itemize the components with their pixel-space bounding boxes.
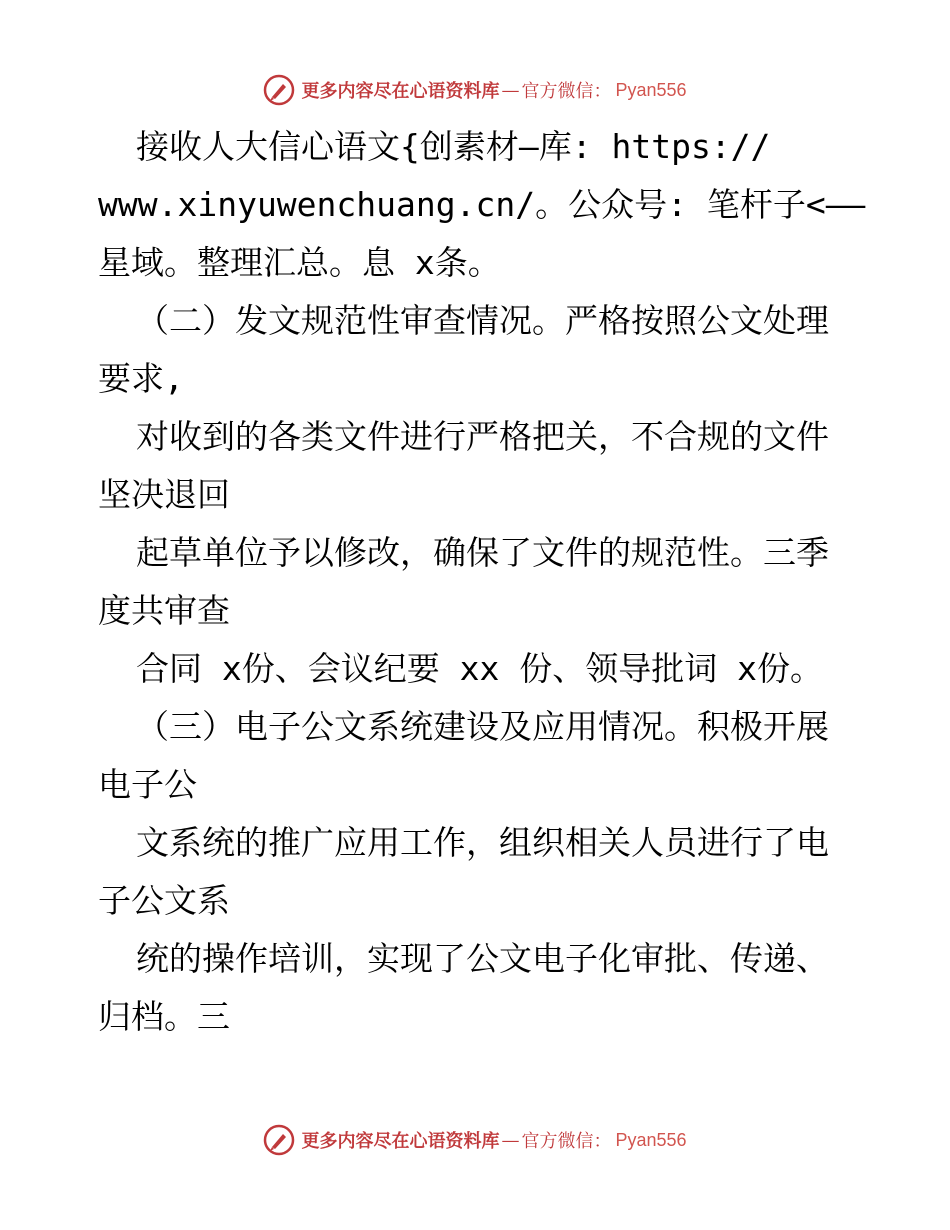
header-banner xyxy=(0,70,950,110)
text-line: www.xinyuwenchuang.cn/。公众号: 笔杆子<—— xyxy=(98,185,866,224)
text-line: 起草单位予以修改，确保了文件的规范性。三季 xyxy=(136,533,829,572)
text-line: 接收人大信心语文{创素材—库: https:// xyxy=(136,127,771,166)
text-line: 合同 x份、会议纪要 xx 份、领导批词 x份。 xyxy=(136,649,823,688)
text-line: 电子公 xyxy=(98,765,197,804)
footer-banner-title: 更多内容尽在心语资料库 xyxy=(301,1131,500,1152)
text-line: （二）发文规范性审查情况。严格按照公文处理 xyxy=(136,301,829,340)
pen-logo-icon xyxy=(263,74,295,106)
header-wechat-label: 官方微信： xyxy=(521,81,612,102)
footer-wechat-id: Pyan556 xyxy=(615,1129,687,1150)
footer-wechat-label: 官方微信： xyxy=(521,1131,612,1152)
header-banner-separator: — xyxy=(501,79,520,101)
footer-banner-separator: — xyxy=(501,1129,520,1151)
text-line: 子公文系 xyxy=(98,881,230,920)
pen-logo-icon xyxy=(263,1124,295,1156)
header-banner-title: 更多内容尽在心语资料库 xyxy=(301,81,500,102)
text-line: 文系统的推广应用工作，组织相关人员进行了电 xyxy=(136,823,829,862)
text-line: 星域。整理汇总。息 x条。 xyxy=(98,243,501,282)
text-line: 度共审查 xyxy=(98,591,230,630)
text-line: 统的操作培训，实现了公文电子化审批、传递、 xyxy=(136,939,829,978)
text-line: （三）电子公文系统建设及应用情况。积极开展 xyxy=(136,707,829,746)
document-body xyxy=(98,118,868,1046)
text-line: 对收到的各类文件进行严格把关，不合规的文件 xyxy=(136,417,829,456)
text-line: 要求, xyxy=(98,359,184,398)
text-line: 坚决退回 xyxy=(98,475,230,514)
header-wechat-id: Pyan556 xyxy=(615,79,687,100)
text-line: 归档。三 xyxy=(98,997,230,1036)
footer-banner xyxy=(0,1120,950,1160)
